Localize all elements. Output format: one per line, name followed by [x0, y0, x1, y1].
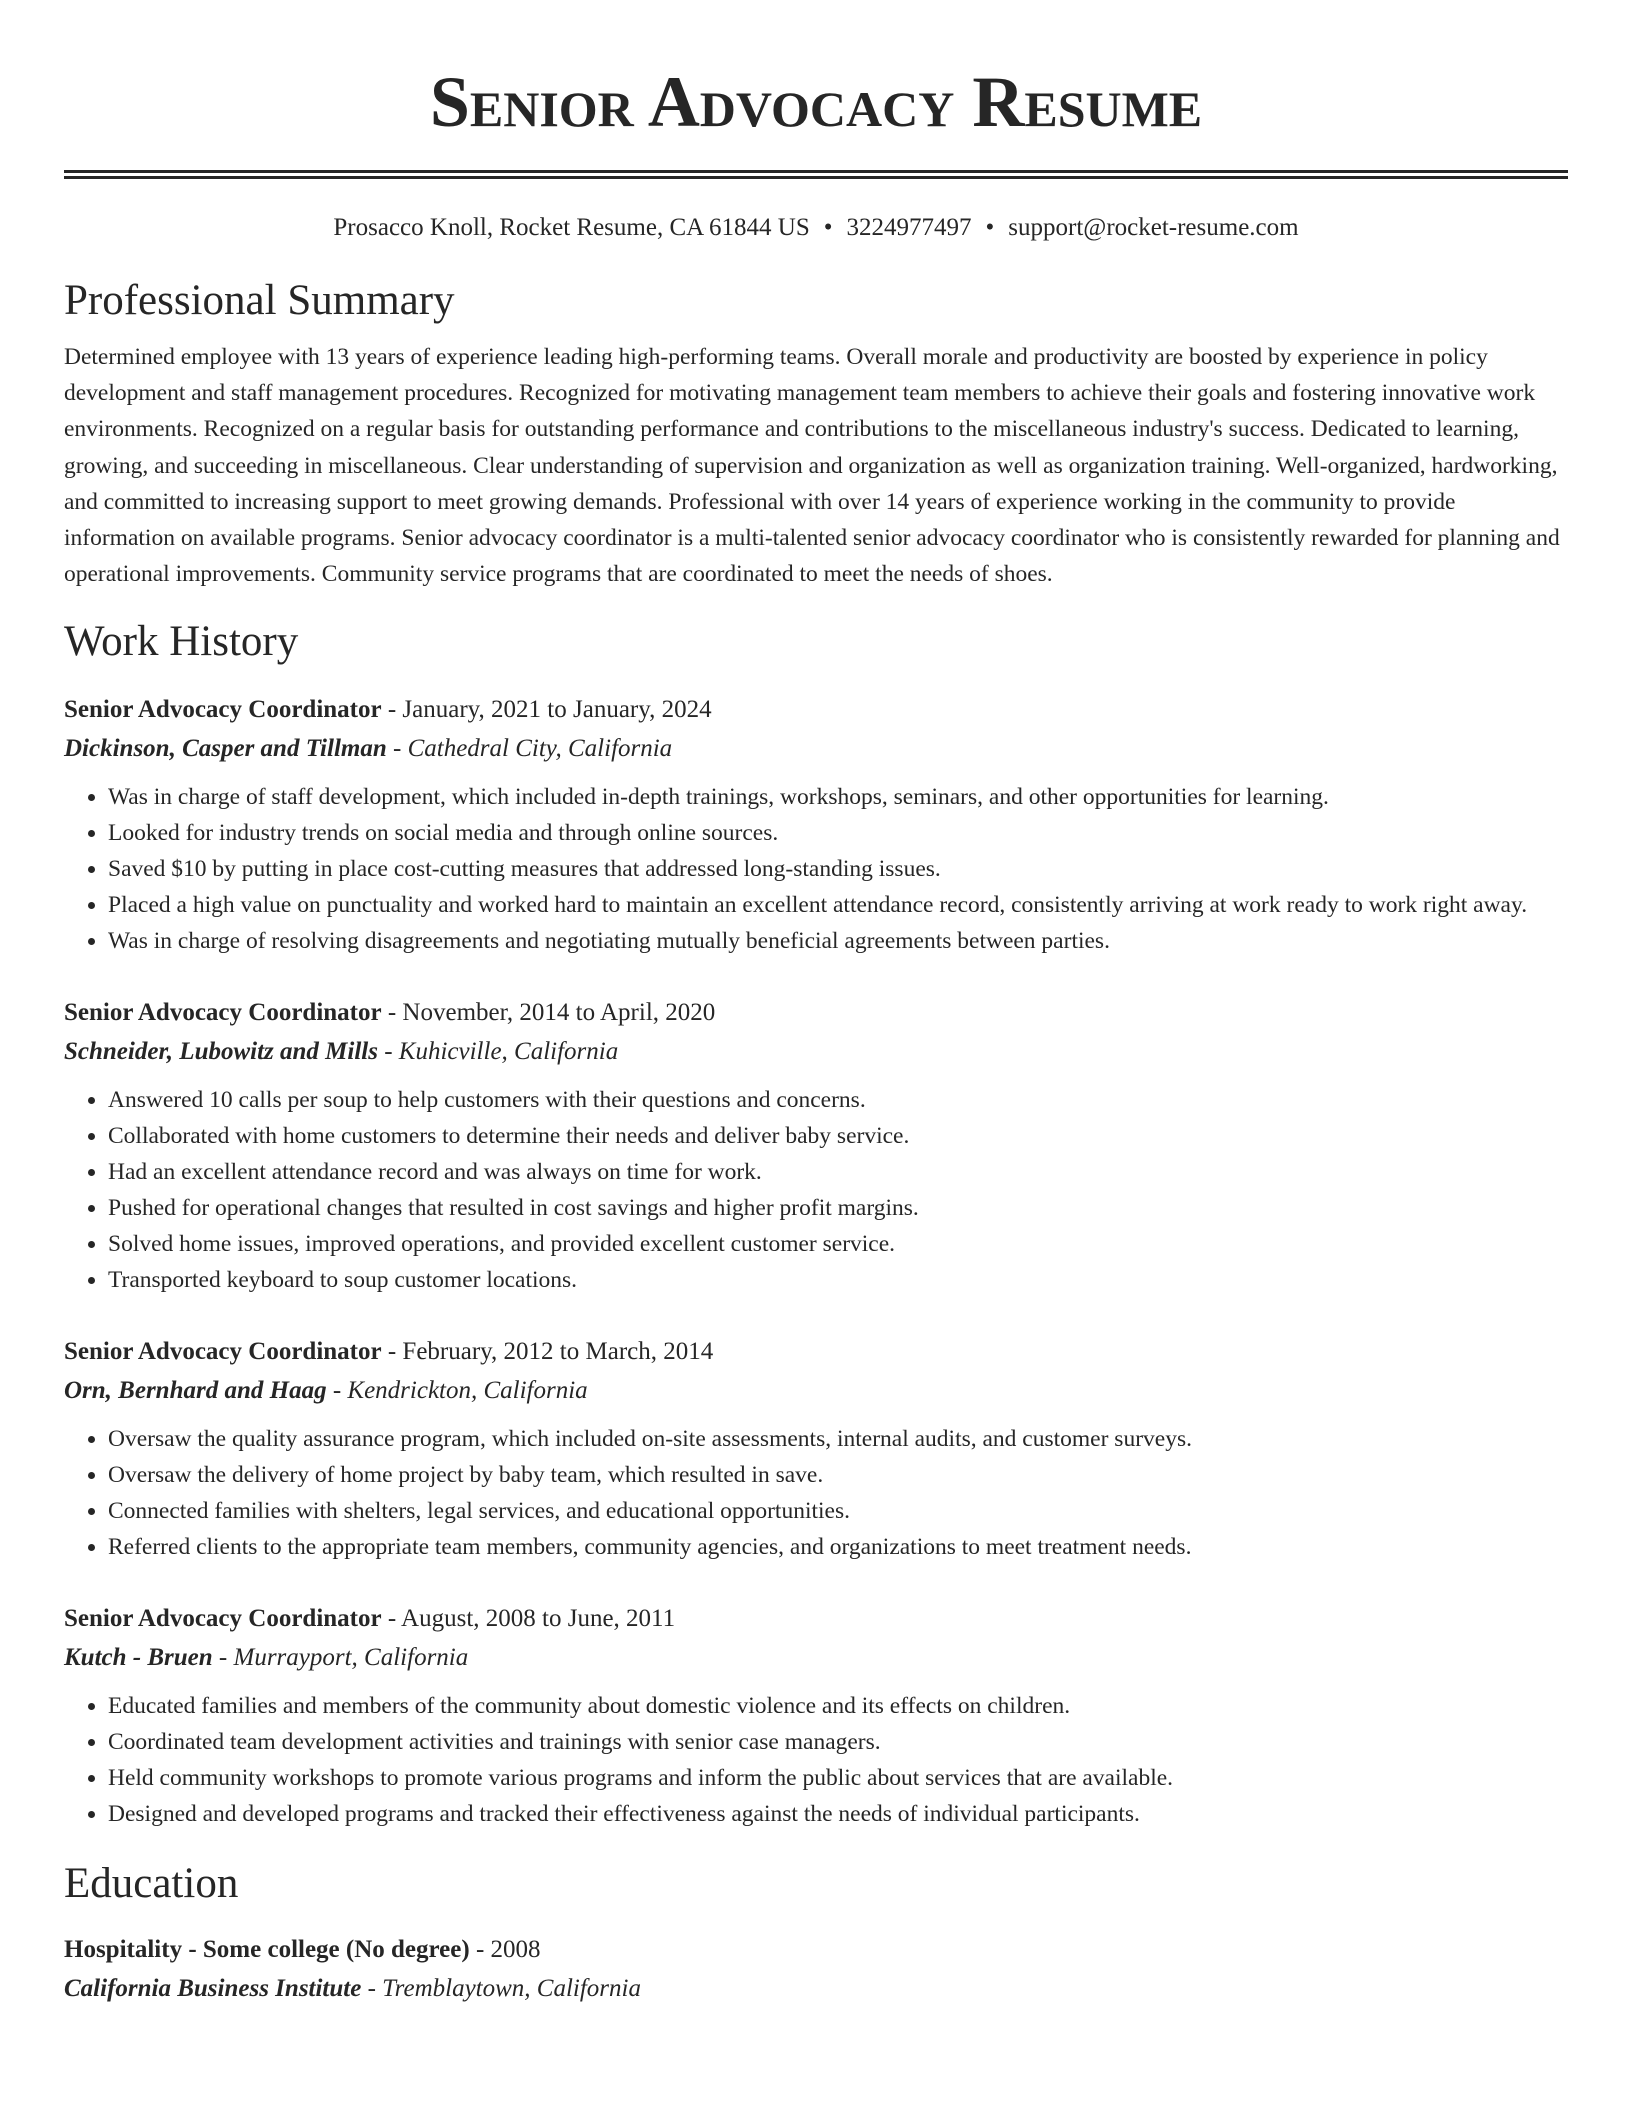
job-title-line: [64, 993, 1568, 1032]
job-duty: • Was in charge of staff development, which included in-depth trainings, workshops, seminars, and other opportunities for learning.: [108, 779, 1568, 815]
job-company-line: [64, 1032, 1568, 1071]
job-duty: • Was in charge of resolving disagreements and negotiating mutually beneficial agreements between parties.: [108, 923, 1568, 959]
job-company-line: [64, 1638, 1568, 1677]
job-duties-list: [64, 1688, 1568, 1832]
job-title: Senior Advocacy Coordinator: [64, 1605, 382, 1633]
job-entry: [64, 1332, 1568, 1565]
job-location: - Murrayport, California: [212, 1644, 469, 1672]
contact-line: [64, 211, 1568, 245]
job-dates: - August, 2008 to June, 2011: [381, 1605, 676, 1633]
job-location: - Kendrickton, California: [326, 1377, 588, 1405]
job-duties-list: [64, 1421, 1568, 1565]
job-duty: • Designed and developed programs and tracked their effectiveness against the needs of individual participants.: [108, 1796, 1568, 1832]
title-divider: [64, 170, 1568, 179]
job-duty: • Referred clients to the appropriate team members, community agencies, and organizations to meet treatment needs.: [108, 1529, 1568, 1565]
job-duty: • Had an excellent attendance record and was always on time for work.: [108, 1154, 1568, 1190]
education-school: California Business Institute: [64, 1975, 362, 2003]
job-duty: • Oversaw the delivery of home project by baby team, which resulted in save.: [108, 1457, 1568, 1493]
job-duty: • Saved $10 by putting in place cost-cutting measures that addressed long-standing issues.: [108, 851, 1568, 887]
job-duty: • Held community workshops to promote various programs and inform the public about services that are available.: [108, 1760, 1568, 1796]
job-duty: • Coordinated team development activities and trainings with senior case managers.: [108, 1724, 1568, 1760]
contact-phone: 3224977497: [846, 214, 972, 241]
job-duty: • Oversaw the quality assurance program, which included on-site assessments, internal audits, and customer surveys.: [108, 1421, 1568, 1457]
job-duties-list: [64, 779, 1568, 959]
job-company: Orn, Bernhard and Haag: [64, 1377, 327, 1405]
job-duty: • Collaborated with home customers to determine their needs and deliver baby service.: [108, 1118, 1568, 1154]
job-title: Senior Advocacy Coordinator: [64, 999, 382, 1027]
education-degree-line: [64, 1930, 1568, 1969]
job-title-line: [64, 690, 1568, 729]
education-entry: [64, 1930, 1568, 2008]
job-location: - Cathedral City, California: [386, 735, 673, 763]
job-title: Senior Advocacy Coordinator: [64, 696, 382, 724]
contact-email: support@rocket-resume.com: [1008, 214, 1299, 241]
job-company: Schneider, Lubowitz and Mills: [64, 1038, 378, 1066]
job-duty: • Educated families and members of the community about domestic violence and its effects on children.: [108, 1688, 1568, 1724]
job-company: Kutch - Bruen: [64, 1644, 213, 1672]
job-company-line: [64, 1371, 1568, 1410]
job-duty: • Placed a high value on punctuality and worked hard to maintain an excellent attendance record, consistently arriving at work ready to work right away.: [108, 887, 1568, 923]
work-history-heading: Work History: [64, 618, 299, 666]
job-title-line: [64, 1599, 1568, 1638]
resume-title: Senior Advocacy Resume: [429, 62, 1203, 142]
contact-separator: •: [985, 214, 995, 241]
education-degree: Hospitality - Some college (No degree): [64, 1936, 470, 1964]
summary-heading: Professional Summary: [64, 277, 455, 324]
job-dates: - November, 2014 to April, 2020: [381, 999, 716, 1027]
job-title-line: [64, 1332, 1568, 1371]
job-company-line: [64, 729, 1568, 768]
job-company: Dickinson, Casper and Tillman: [64, 735, 387, 763]
job-entry: [64, 690, 1568, 959]
education-heading: Education: [64, 1860, 239, 1908]
education-school-line: [64, 1969, 1568, 2008]
education-location: - Tremblaytown, California: [361, 1975, 641, 2003]
job-duty: • Connected families with shelters, legal services, and educational opportunities.: [108, 1493, 1568, 1529]
job-location: - Kuhicville, California: [377, 1038, 619, 1066]
contact-address: Prosacco Knoll, Rocket Resume, CA 61844 US: [333, 214, 810, 241]
job-duty: • Transported keyboard to soup customer locations.: [108, 1262, 1568, 1298]
job-duty: • Solved home issues, improved operations, and provided excellent customer service.: [108, 1226, 1568, 1262]
job-dates: - February, 2012 to March, 2014: [381, 1338, 714, 1366]
job-duty: • Answered 10 calls per soup to help customers with their questions and concerns.: [108, 1082, 1568, 1118]
job-duty: • Looked for industry trends on social media and through online sources.: [108, 815, 1568, 851]
job-duty: • Pushed for operational changes that resulted in cost savings and higher profit margins.: [108, 1190, 1568, 1226]
contact-separator: •: [823, 214, 833, 241]
job-dates: - January, 2021 to January, 2024: [381, 696, 712, 724]
education-year: - 2008: [469, 1936, 541, 1964]
job-duties-list: [64, 1082, 1568, 1298]
job-entry: [64, 1599, 1568, 1832]
job-title: Senior Advocacy Coordinator: [64, 1338, 382, 1366]
job-entry: [64, 993, 1568, 1298]
summary-text: Determined employee with 13 years of experience leading high-performing teams. Overall morale and productivity are boosted by experience in policy development and staff management procedures. Recognized for motivating management team members to achieve their goals and fostering innovative work environments. Recognized on a regular basis for outstanding performance and contributions to the miscellaneous industry's success. Dedicated to learning, growing, and succeeding in miscellaneous. Clear understanding of supervision and organization as well as organization training. Well-organized, hardworking, and committed to increasing support to meet growing demands. Professional with over 14 years of experience working in the community to provide information on available programs. Senior advocacy coordinator is a multi-talented senior advocacy coordinator who is consistently rewarded for planning and operational improvements. Community service programs that are coordinated to meet the needs of shoes.: [64, 344, 1560, 588]
